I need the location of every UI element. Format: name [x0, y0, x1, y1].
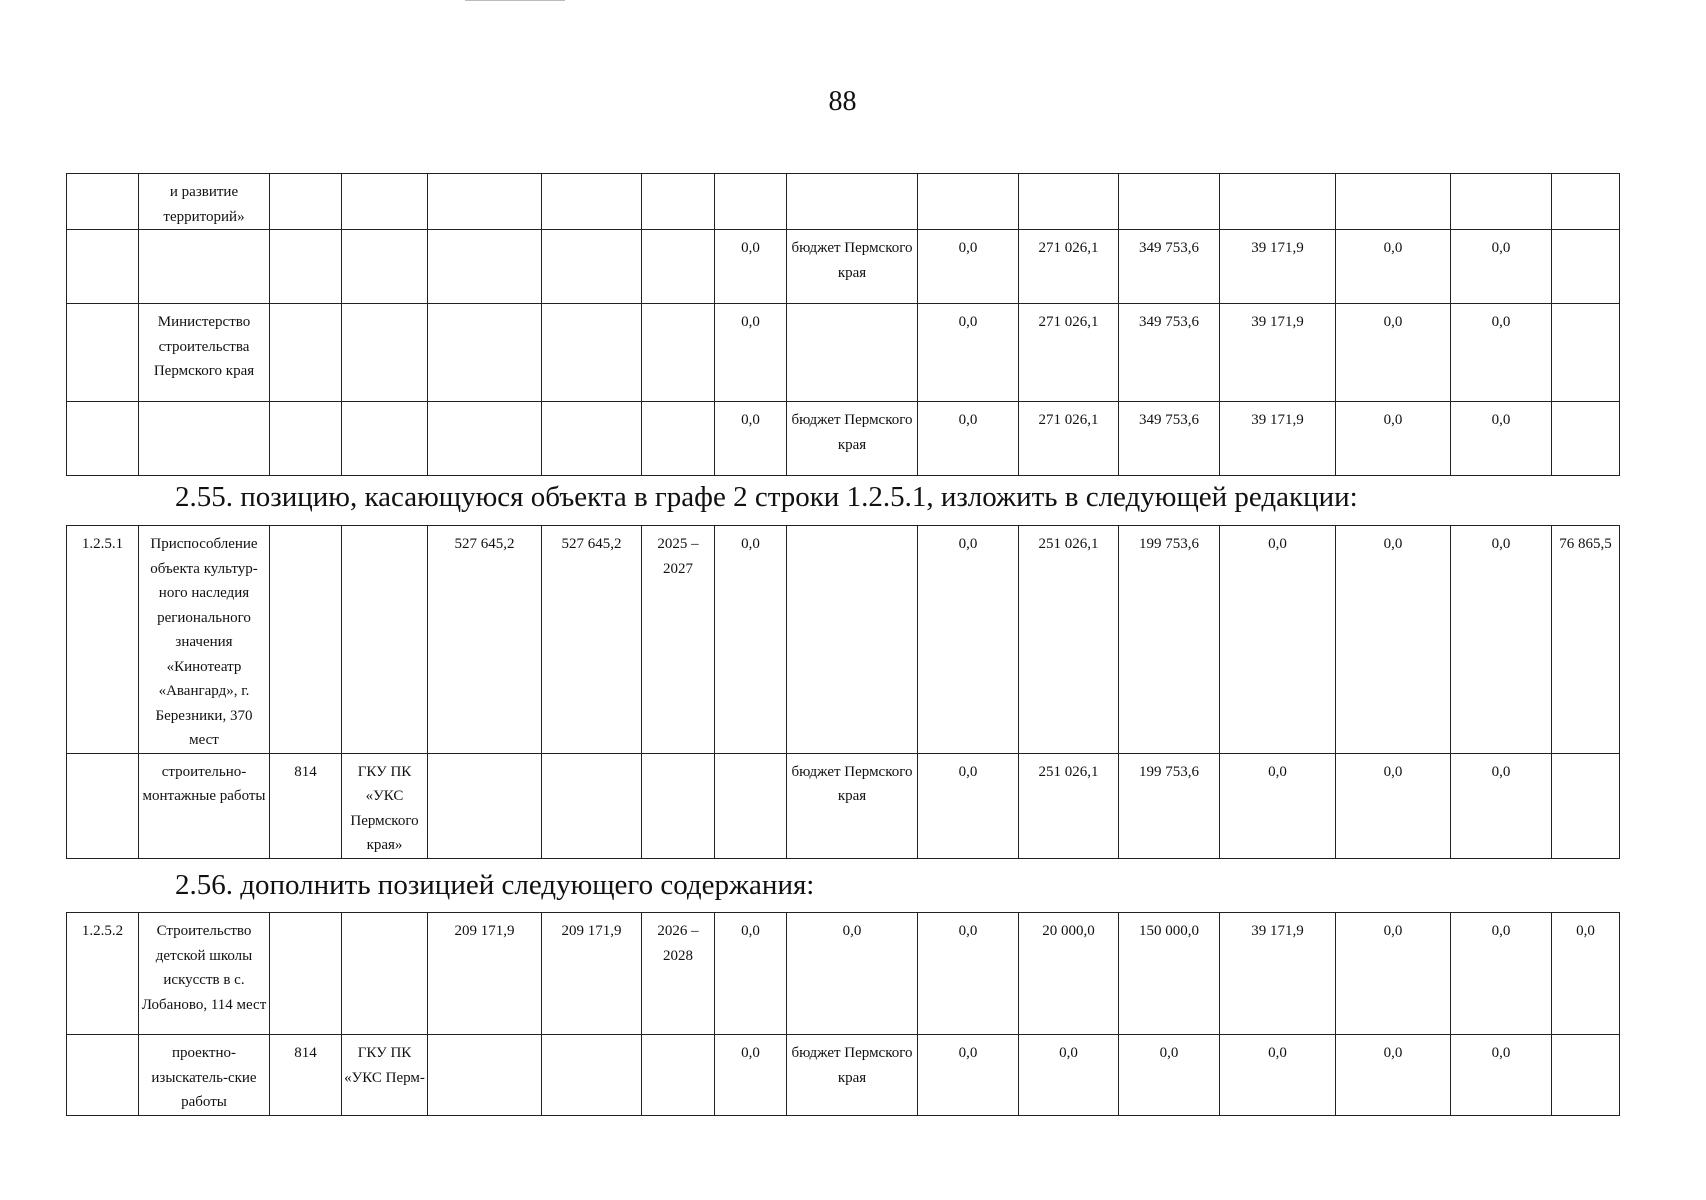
cell-period: 2025 – 2027 [642, 526, 715, 754]
cell-y2026: 0,0 [1220, 753, 1336, 858]
cell-y2024 [1019, 174, 1119, 230]
cell-cost-total [428, 174, 542, 230]
cell-y2023: 0,0 [918, 402, 1019, 476]
cell-period [642, 753, 715, 858]
cell-after: 0,0 [1552, 913, 1620, 1035]
cell-y2024: 251 026,1 [1019, 526, 1119, 754]
cell-code [67, 230, 139, 304]
cell-after [1552, 174, 1620, 230]
cell-y2025: 349 753,6 [1119, 230, 1220, 304]
cell-funding-source [787, 174, 918, 230]
cell-name: Приспособление объекта культур-ного наследия регионального значения «Кинотеатр «Авангард», г. Березники, 370 мест [139, 526, 270, 754]
cell-y2024: 0,0 [1019, 1035, 1119, 1116]
cell-funding-source: бюджет Пермского края [787, 1035, 918, 1116]
top-rule [465, 0, 565, 1]
cell-grbs [270, 526, 342, 754]
cell-funding-source: 0,0 [787, 913, 918, 1035]
cell-value-prev: 0,0 [715, 526, 787, 754]
cell-y2026 [1220, 174, 1336, 230]
cell-y2027: 0,0 [1336, 1035, 1451, 1116]
cell-code [67, 753, 139, 858]
cell-y2026: 39 171,9 [1220, 402, 1336, 476]
cell-code: 1.2.5.1 [67, 526, 139, 754]
cell-y2026: 0,0 [1220, 526, 1336, 754]
table-row [67, 526, 1620, 754]
cell-y2027: 0,0 [1336, 753, 1451, 858]
cell-name: Министерство строительства Пермского края [139, 304, 270, 402]
cell-executor [342, 230, 428, 304]
cell-funding-source [787, 526, 918, 754]
cell-period: 2026 – 2028 [642, 913, 715, 1035]
cell-grbs [270, 174, 342, 230]
cell-grbs [270, 913, 342, 1035]
cell-value-prev: 0,0 [715, 230, 787, 304]
cell-after [1552, 304, 1620, 402]
cell-y2023: 0,0 [918, 913, 1019, 1035]
table-row [67, 304, 1620, 402]
cell-y2027: 0,0 [1336, 913, 1451, 1035]
cell-y2028: 0,0 [1451, 1035, 1552, 1116]
cell-grbs [270, 304, 342, 402]
cell-name: Строительство детской школы искусств в с. Лобаново, 114 мест [139, 913, 270, 1035]
cell-cost-plan [542, 753, 642, 858]
cell-cost-plan: 527 645,2 [542, 526, 642, 754]
cell-value-prev: 0,0 [715, 402, 787, 476]
cell-code [67, 174, 139, 230]
cell-executor: ГКУ ПК «УКС Пермского края» [342, 753, 428, 858]
cell-period [642, 1035, 715, 1116]
cell-y2027: 0,0 [1336, 526, 1451, 754]
cell-y2025: 349 753,6 [1119, 304, 1220, 402]
section-heading-2-55: 2.55. позицию, касающуюся объекта в графе 2 строки 1.2.5.1, изложить в следующей редакции: [175, 481, 1358, 513]
cell-funding-source: бюджет Пермского края [787, 402, 918, 476]
cell-cost-total [428, 402, 542, 476]
cell-code: 1.2.5.2 [67, 913, 139, 1035]
table-row [67, 402, 1620, 476]
table-row [67, 174, 1620, 230]
cell-y2027: 0,0 [1336, 402, 1451, 476]
cell-cost-total [428, 1035, 542, 1116]
cell-y2028: 0,0 [1451, 402, 1552, 476]
cell-value-prev [715, 174, 787, 230]
cell-grbs: 814 [270, 1035, 342, 1116]
cell-cost-total: 209 171,9 [428, 913, 542, 1035]
cell-y2024: 20 000,0 [1019, 913, 1119, 1035]
cell-period [642, 304, 715, 402]
cell-cost-total: 527 645,2 [428, 526, 542, 754]
cell-y2023 [918, 174, 1019, 230]
cell-funding-source: бюджет Пермского края [787, 753, 918, 858]
cell-executor [342, 526, 428, 754]
cell-y2023: 0,0 [918, 304, 1019, 402]
cell-cost-plan: 209 171,9 [542, 913, 642, 1035]
cell-y2026: 39 171,9 [1220, 304, 1336, 402]
cell-y2028: 0,0 [1451, 526, 1552, 754]
cell-value-prev: 0,0 [715, 304, 787, 402]
cell-y2025: 150 000,0 [1119, 913, 1220, 1035]
cell-cost-plan [542, 174, 642, 230]
cell-y2028: 0,0 [1451, 230, 1552, 304]
cell-executor [342, 174, 428, 230]
cell-y2028 [1451, 174, 1552, 230]
cell-after [1552, 230, 1620, 304]
cell-funding-source [787, 304, 918, 402]
cell-code [67, 402, 139, 476]
cell-code [67, 304, 139, 402]
cell-y2023: 0,0 [918, 753, 1019, 858]
cell-y2024: 251 026,1 [1019, 753, 1119, 858]
cell-period [642, 402, 715, 476]
cell-y2025: 0,0 [1119, 1035, 1220, 1116]
cell-cost-plan [542, 230, 642, 304]
cell-funding-source: бюджет Пермского края [787, 230, 918, 304]
cell-grbs: 814 [270, 753, 342, 858]
cell-y2023: 0,0 [918, 230, 1019, 304]
cell-y2026: 39 171,9 [1220, 913, 1336, 1035]
cell-period [642, 174, 715, 230]
cell-name: проектно-изыскатель-ские работы [139, 1035, 270, 1116]
cell-cost-total [428, 304, 542, 402]
cell-y2025: 199 753,6 [1119, 526, 1220, 754]
cell-cost-plan [542, 304, 642, 402]
cell-y2028: 0,0 [1451, 753, 1552, 858]
cell-y2025: 199 753,6 [1119, 753, 1220, 858]
cell-y2026: 0,0 [1220, 1035, 1336, 1116]
cell-y2028: 0,0 [1451, 913, 1552, 1035]
table-row [67, 753, 1620, 858]
cell-name [139, 402, 270, 476]
cell-value-prev: 0,0 [715, 1035, 787, 1116]
cell-y2025: 349 753,6 [1119, 402, 1220, 476]
table-row [67, 230, 1620, 304]
cell-y2024: 271 026,1 [1019, 304, 1119, 402]
cell-after [1552, 1035, 1620, 1116]
object-1-2-5-2-table [66, 912, 1620, 1116]
cell-cost-plan [542, 1035, 642, 1116]
budget-table-continuation [66, 173, 1620, 476]
cell-y2027 [1336, 174, 1451, 230]
cell-value-prev: 0,0 [715, 913, 787, 1035]
cell-y2024: 271 026,1 [1019, 230, 1119, 304]
table-row [67, 1035, 1620, 1116]
page-number: 88 [828, 86, 857, 117]
cell-name: и развитие территорий» [139, 174, 270, 230]
cell-cost-plan [542, 402, 642, 476]
cell-y2023: 0,0 [918, 1035, 1019, 1116]
cell-name [139, 230, 270, 304]
cell-executor [342, 913, 428, 1035]
cell-executor [342, 304, 428, 402]
cell-after: 76 865,5 [1552, 526, 1620, 754]
cell-grbs [270, 402, 342, 476]
cell-y2026: 39 171,9 [1220, 230, 1336, 304]
cell-after [1552, 402, 1620, 476]
cell-after [1552, 753, 1620, 858]
cell-y2028: 0,0 [1451, 304, 1552, 402]
cell-y2025 [1119, 174, 1220, 230]
cell-name: строительно-монтажные работы [139, 753, 270, 858]
cell-code [67, 1035, 139, 1116]
cell-y2027: 0,0 [1336, 230, 1451, 304]
object-1-2-5-1-table [66, 525, 1620, 859]
section-heading-2-56: 2.56. дополнить позицией следующего содержания: [175, 869, 815, 901]
cell-executor [342, 402, 428, 476]
table-row [67, 913, 1620, 1035]
cell-cost-total [428, 753, 542, 858]
cell-grbs [270, 230, 342, 304]
cell-executor: ГКУ ПК «УКС Перм- [342, 1035, 428, 1116]
cell-y2023: 0,0 [918, 526, 1019, 754]
cell-y2024: 271 026,1 [1019, 402, 1119, 476]
cell-cost-total [428, 230, 542, 304]
cell-value-prev [715, 753, 787, 858]
cell-y2027: 0,0 [1336, 304, 1451, 402]
cell-period [642, 230, 715, 304]
